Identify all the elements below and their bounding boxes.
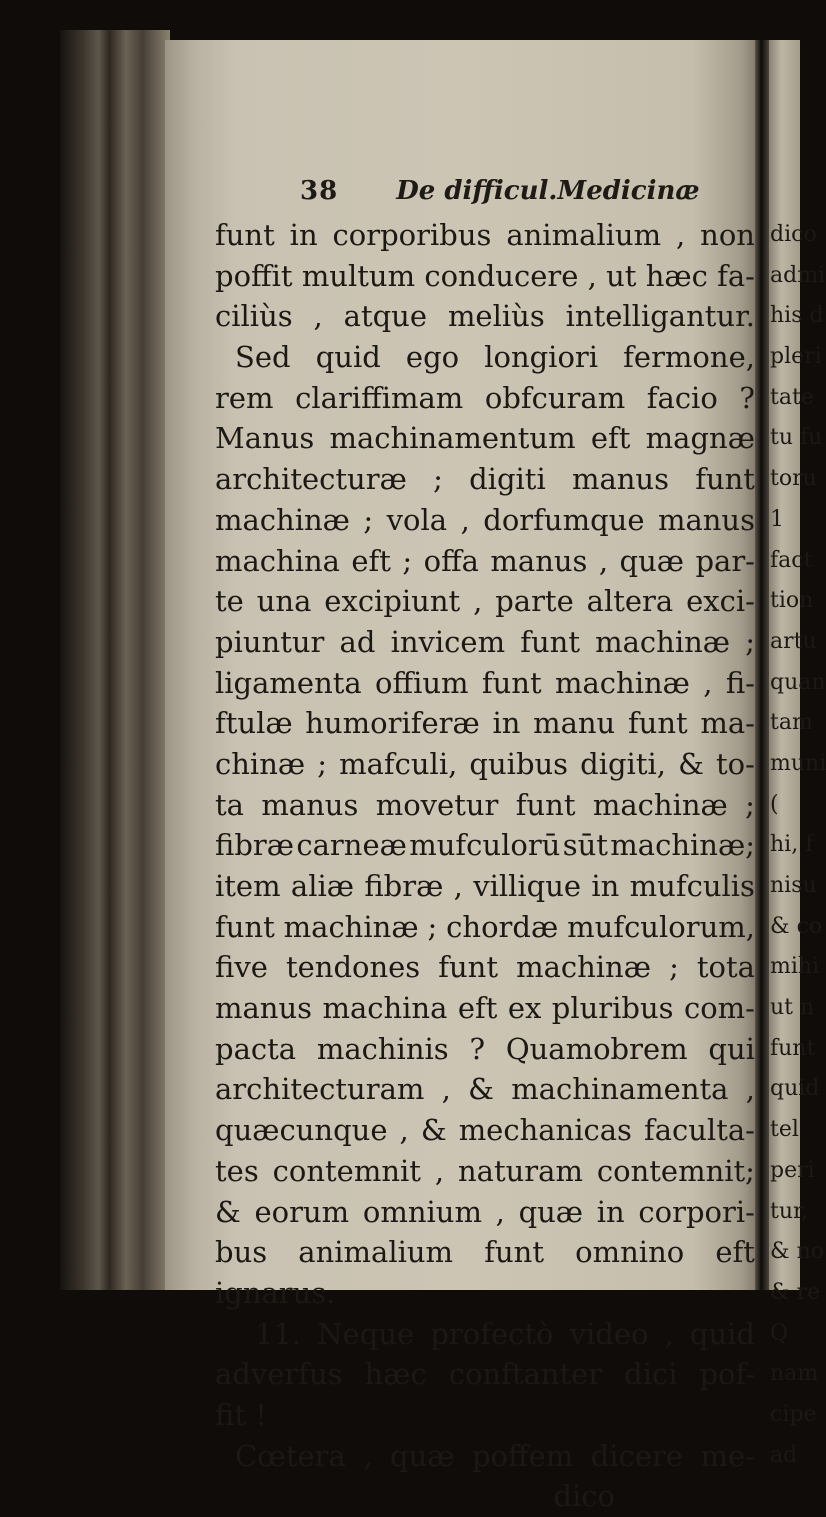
margin-fragment: mihi [770,954,820,980]
margin-fragment: quid [770,1076,820,1102]
text-line: rem clariffimam obfcuram facio ? [215,380,755,415]
text-line: te una excipiunt , parte altera exci- [215,584,755,619]
text-line: tes contemnit , naturam contemnit; [215,1153,755,1188]
margin-fragment: tu fu [770,425,823,451]
text-line: architecturæ ; digiti manus funt [215,462,755,497]
margin-fragment: tel [770,1117,799,1143]
margin-fragment: cipe [770,1401,817,1427]
margin-fragment: tate [770,384,814,410]
text-line: five tendones funt machinæ ; tota [215,950,755,985]
text-line: Manus machinamentum eft magnæ [215,421,755,456]
margin-fragment: & re [770,1279,821,1305]
text-line: pacta machinis ? Quamobrem qui [215,1031,755,1066]
margin-fragment: tion [770,588,814,614]
margin-fragment: & no [770,1239,824,1265]
margin-fragment: fact [770,547,813,573]
margin-fragment: tam [770,710,813,736]
text-line: ftulæ humoriferæ in manu funt ma- [215,706,755,741]
text-line: & eorum omnium , quæ in corpori- [215,1194,755,1229]
text-line: piuntur ad invicem funt machinæ ; [215,624,755,659]
margin-fragment: 1 [770,506,784,532]
page-number: 38 [300,176,339,206]
text-line: ligamenta offium funt machinæ , fi- [215,665,755,700]
margin-fragment: his d [770,303,824,329]
text-line: architecturam , & machinamenta , [215,1072,755,1107]
margin-fragment: dico [770,222,817,247]
margin-fragment: ( [770,791,779,817]
text-line: machina eft ; offa manus , quæ par- [215,543,755,578]
book-spine [755,40,769,1290]
running-head-title: De difficul.Medicinæ [396,176,700,206]
text-line: bus animalium funt omnino eft [215,1235,755,1270]
body-text [215,215,755,1517]
margin-fragment: tur, [770,1198,809,1224]
margin-fragment: admi [770,262,826,288]
margin-fragment: funt [770,1035,816,1061]
margin-fragment: peri [770,1157,815,1183]
margin-fragment: nisu [770,873,817,898]
text-line: adverfus hæc conftanter dici pof- [215,1357,755,1392]
margin-fragment: pleri [770,344,822,370]
text-line: funt machinæ ; chordæ mufculorum, [215,909,755,944]
margin-fragment: hi, f [770,832,814,858]
text-line: Cœtera , quæ poffem dicere me- [235,1438,755,1473]
text-line: fibræ carneæ mufculorū sūt machinæ; [215,828,755,863]
text-line: ciliùs , atque meliùs intelligantur. [215,299,755,334]
text-line: Sed quid ego longiori fermone, [235,340,755,375]
margin-fragment: ad [770,1442,798,1468]
text-line: machinæ ; vola , dorfumque manus [215,502,755,537]
margin-fragment: toru [770,466,817,492]
margin-fragment: ut n [770,995,815,1021]
margin-fragment: Q [770,1320,789,1346]
text-line: item aliæ fibræ , villique in mufculis [215,869,755,903]
catchword: dico [553,1479,615,1514]
text-line: chinæ ; mafculi, quibus digiti, & to- [215,746,755,781]
text-line: manus machina eft ex pluribus com- [215,991,755,1026]
text-line: quæcunque , & mechanicas faculta- [215,1113,755,1148]
facing-page-fragments [770,215,826,1476]
running-head [300,176,760,216]
text-line: poffit multum conducere , ut hæc fa- [215,258,755,293]
text-line: fit ! [215,1397,267,1432]
margin-fragment: artu [770,628,817,654]
text-line: ta manus movetur funt machinæ ; [215,787,755,822]
text-line: ignarus. [215,1275,336,1310]
margin-fragment: & co [770,913,823,939]
text-line: funt in corporibus animalium , non [215,218,755,252]
text-line: 11. Neque profectò video , quid [255,1316,755,1351]
page-edges [60,30,170,1290]
margin-fragment: quan [770,669,826,695]
margin-fragment: nam [770,1361,819,1387]
margin-fragment: muni [770,750,826,776]
